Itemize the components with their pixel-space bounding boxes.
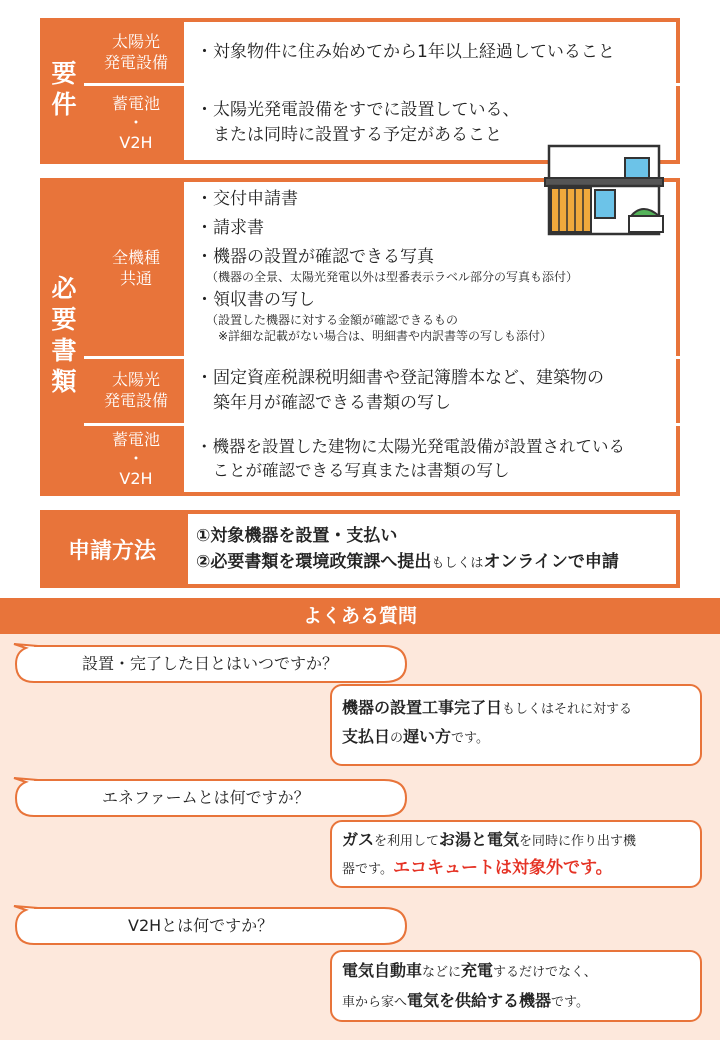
answer-line [342, 854, 690, 884]
answer-emphasis: 電気を供給する機器 [407, 990, 552, 1010]
method-step-1: ①対象機器を設置・支払い [196, 525, 398, 546]
faq-answer-3 [330, 950, 702, 1022]
requirement-line: ・太陽光発電設備をすでに設置している、 [196, 100, 520, 121]
documents-heading: 必要書類 [48, 275, 77, 399]
document-line: 築年月が確認できる書類の写し [196, 393, 451, 413]
requirements-category-solar: 太陽光 発電設備 [103, 31, 168, 72]
faq-question-3: V2Hとは何ですか？ [128, 916, 274, 935]
answer-emphasis: お湯と電気 [439, 830, 520, 849]
faq-answer-1 [330, 684, 702, 766]
requirement-text: ・対象物件に住み始めてから1年以上経過していること [196, 42, 615, 63]
answer-emphasis: 機器の設置工事完了日 [342, 698, 503, 717]
answer-emphasis: 支払日 [342, 726, 391, 746]
document-line: ことが確認できる写真または書類の写し [196, 461, 510, 480]
method-steps [188, 514, 676, 584]
answer-text: の [390, 730, 404, 746]
answer-line [342, 694, 690, 723]
answer-emphasis: 充電 [461, 961, 494, 980]
requirements-solar-text [188, 22, 676, 83]
faq-answer-2 [330, 820, 702, 888]
answer-text: するだけでなく、 [493, 965, 597, 980]
document-line: ・固定資産税課税明細書や登記簿謄本など、建築物の [196, 368, 604, 389]
method-step-2-text: ②必要書類を環境政策課へ提出 [196, 552, 432, 572]
faq-question-2: エネファームとは何ですか？ [102, 788, 310, 807]
answer-text: 車から家へ [342, 994, 408, 1010]
answer-emphasis: 電気自動車 [342, 961, 423, 980]
documents-solar-text [188, 359, 676, 423]
document-line: ・機器を設置した建物に太陽光発電設備が設置されている [196, 437, 625, 457]
requirement-line: または同時に設置する予定があること [196, 125, 502, 145]
method-step-2-connector: もしくは [431, 556, 484, 571]
documents-category-battery: 蓄電池 ・ V2H [111, 430, 160, 488]
answer-text: などに [422, 965, 462, 980]
requirements-section [40, 18, 680, 164]
answer-text: を利用して [374, 834, 440, 849]
document-item: ・交付申請書 [196, 189, 298, 209]
answer-warning: エコキュートは対象外です。 [392, 858, 613, 878]
method-step-2-text: オンラインで申請 [483, 552, 619, 572]
answer-line [342, 956, 690, 986]
requirements-category-battery: 蓄電池 ・ V2H [111, 94, 160, 152]
answer-text: もしくはそれに対する [502, 702, 633, 717]
answer-text: 器です。 [342, 862, 393, 877]
answer-line [342, 723, 690, 752]
document-note: （設置した機器に対する金額が確認できるもの [206, 312, 459, 327]
answer-emphasis: 遅い方 [403, 726, 452, 746]
house-illustration [543, 144, 668, 236]
answer-line [342, 986, 690, 1016]
document-item: ・領収書の写し [196, 290, 315, 310]
faq-title: よくある質問 [0, 598, 720, 634]
documents-category-solar: 太陽光 発電設備 [103, 370, 168, 410]
answer-emphasis: ガス [342, 830, 375, 849]
document-item: ・機器の設置が確認できる写真 [196, 246, 434, 267]
requirements-heading: 要件 [48, 60, 77, 122]
answer-text: です。 [451, 730, 490, 746]
method-step-2 [196, 549, 668, 575]
document-note: （機器の全景、太陽光発電以外は型番表示ラベル部分の写真も添付） [206, 269, 579, 284]
documents-category-common: 全機種 共通 [111, 248, 160, 288]
documents-battery-text [188, 426, 676, 492]
answer-line [342, 826, 690, 854]
faq-question-1: 設置・完了した日とはいつですか？ [82, 654, 339, 673]
answer-text: です。 [551, 994, 589, 1010]
method-heading: 申請方法 [67, 538, 156, 564]
application-method-section [40, 510, 680, 588]
document-item: ・請求書 [196, 217, 264, 238]
document-note: ※詳細な記載がない場合は、明細書や内訳書等の写しも添付） [206, 329, 553, 344]
answer-text: を同時に作り出す機 [519, 834, 637, 849]
